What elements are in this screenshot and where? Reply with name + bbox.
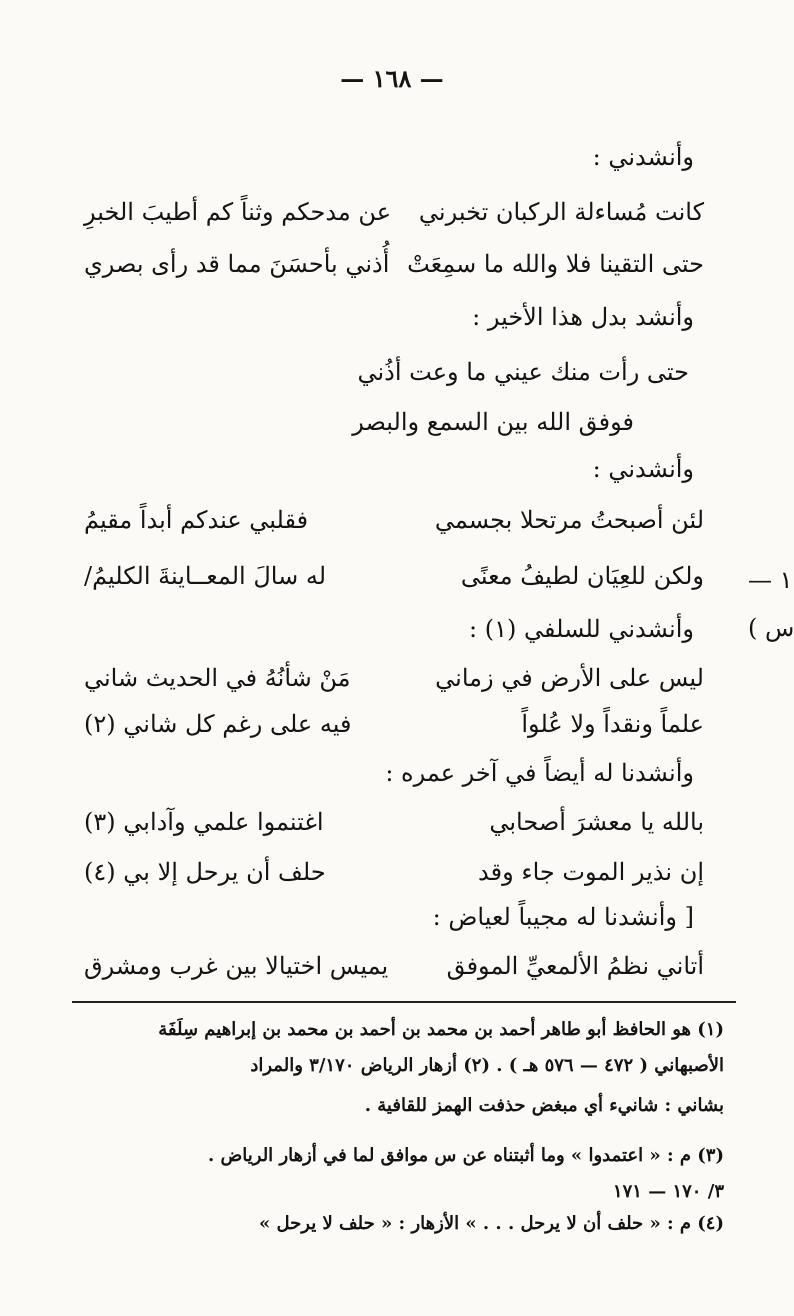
verse-line: [74, 802, 714, 842]
verse-line: [74, 556, 714, 596]
verse-line: [74, 192, 714, 232]
footnote-line: ٣/ ١٧٠ — ١٧١: [612, 1181, 724, 1202]
verse-line: [74, 704, 714, 744]
verse-second-hemistich: أُذني بأحسَنَ مما قد رأى بصري: [84, 250, 390, 278]
footnote-line: (٤) م : « حلف أن لا يرحل . . . » الأزهار : « حلف لا يرحل »: [259, 1213, 724, 1234]
footnote-line: بشاني : شانيء أي مبغض حذفت الهمز للقافية .: [364, 1095, 724, 1116]
verse-first-hemistich: علماً ونقداً ولا عُلواً: [521, 710, 704, 738]
footnote-line: (١) هو الحافظ أبو طاهر أحمد بن محمد بن أحمد بن محمد بن إبراهيم سِلَفَة: [158, 1019, 724, 1040]
verse-second-hemistich: له سالَ المعــاينةَ الكليمُ/: [84, 562, 327, 590]
verse-line: [74, 658, 714, 698]
verse-first-hemistich: ليس على الأرض في زماني: [435, 664, 704, 692]
verse-single-line: حتى رأت منك عيني ما وعت أذُني: [357, 358, 689, 386]
verse-second-hemistich: حلف أن يرحل إلا بي (٤): [84, 858, 326, 886]
section-heading: [ وأنشدنا له مجيباً لعياض :: [432, 903, 694, 931]
section-heading: وأنشدنا له أيضاً في آخر عمره :: [385, 759, 694, 787]
verse-single-line: فوفق الله بين السمع والبصر: [352, 408, 634, 436]
verse-line: [74, 500, 714, 540]
verse-line: [74, 946, 714, 986]
section-heading: وأنشدني :: [592, 455, 694, 483]
section-heading: وأنشدني للسلفي (١) :: [469, 615, 694, 643]
verse-second-hemistich: فيه على رغم كل شاني (٢): [84, 710, 352, 738]
verse-first-hemistich: إن نذير الموت جاء وقد: [478, 858, 704, 886]
verse-first-hemistich: أتاني نظمُ الألمعيِّ الموفق: [446, 952, 704, 980]
verse-second-hemistich: عن مدحكم وثناً كم أطيبَ الخبرِ: [84, 198, 392, 226]
verse-line: [74, 852, 714, 892]
footnote-line: (٣) م : « اعتمدوا » وما أثبتناه عن س موافق لما في أزهار الرياض .: [207, 1145, 724, 1166]
verse-second-hemistich: فقلبي عندكم أبداً مقيمُ: [84, 506, 309, 534]
section-heading: وأنشدني :: [592, 143, 694, 171]
verse-line: [74, 244, 714, 284]
margin-mark-1: — ١: [748, 566, 793, 594]
section-heading: وأنشد بدل هذا الأخير :: [472, 303, 694, 331]
verse-second-hemistich: اغتنموا علمي وآدابي (٣): [84, 808, 324, 836]
verse-second-hemistich: يميس اختيالا بين غرب ومشرق: [84, 952, 389, 980]
margin-mark-2: ( س: [748, 614, 794, 642]
page-number: — ١٦٨ —: [340, 64, 444, 93]
verse-first-hemistich: بالله يا معشرَ أصحابي: [489, 808, 704, 836]
verse-first-hemistich: حتى التقينا فلا والله ما سمِعَتْ: [407, 250, 704, 278]
footnote-separator: [72, 1001, 736, 1003]
footnote-line: الأصبهاني ( ٤٧٢ — ٥٧٦ هـ ) . (٢) أزهار الرياض ٣/١٧٠ والمراد: [250, 1055, 724, 1076]
verse-first-hemistich: كانت مُساءلة الركبان تخبرني: [418, 198, 704, 226]
verse-first-hemistich: لئن أصبحتُ مرتحلا بجسمي: [434, 506, 704, 534]
verse-second-hemistich: مَنْ شأنُهُ في الحديث شاني: [84, 664, 351, 692]
verse-first-hemistich: ولكن للعِيَان لطيفُ معنًى: [460, 562, 704, 590]
